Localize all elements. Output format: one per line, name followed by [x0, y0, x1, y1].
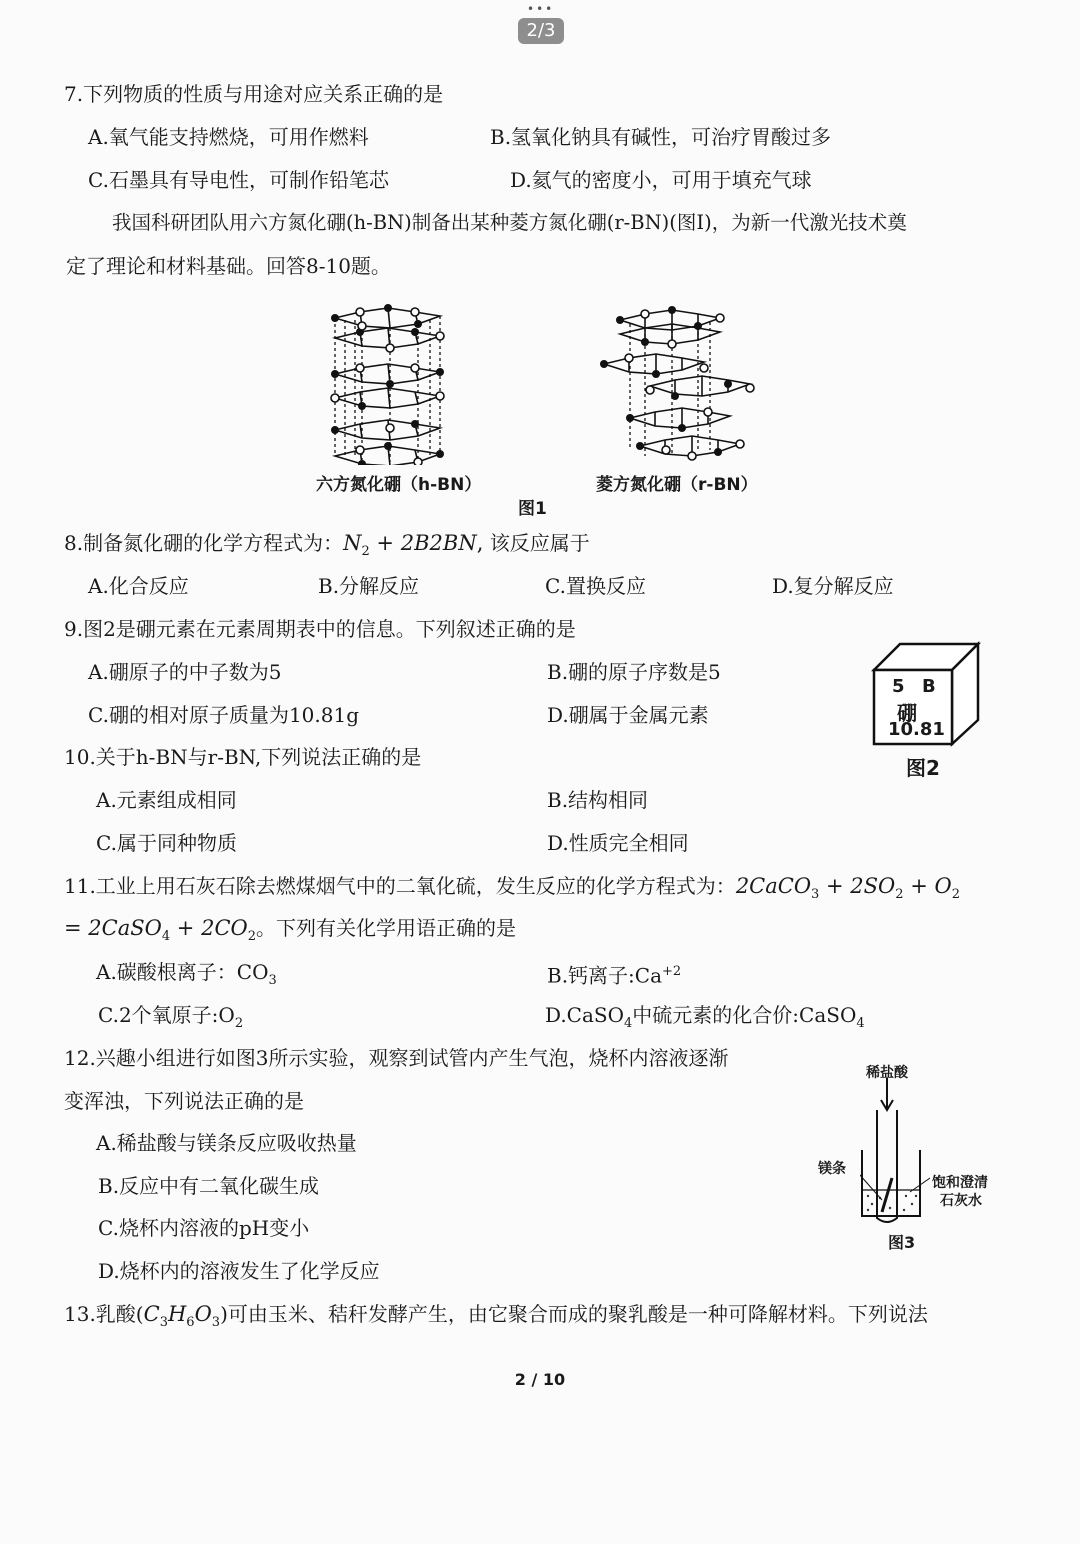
viewer-dots[interactable]: ••• [527, 2, 555, 16]
q11-equation-part-1: 2CaCO$_3$ + $2SO_2 + O_2$ [735, 874, 960, 903]
q12-option-b: B.反应中有二氧化碳生成 [98, 1174, 320, 1198]
h-bn-structure [331, 304, 444, 465]
q10-stem: 10.关于h-BN与r-BN,下列说法正确的是 [64, 745, 422, 769]
intro-line-2: 定了理论和材料基础。回答8-10题。 [66, 254, 391, 278]
q9-option-b: B.硼的原子序数是5 [547, 660, 721, 684]
figure-3-apparatus [860, 1078, 930, 1228]
q7-option-a: A.氧气能支持燃烧，可用作燃料 [88, 125, 369, 149]
q11-stem-prefix: 11.工业上用石灰石除去燃煤烟气中的二氧化硫，发生反应的化学方程式为： [64, 874, 736, 898]
figure-1-crystal-structures [300, 290, 780, 465]
q8-option-c: C.置换反应 [545, 574, 646, 598]
boron-name: 硼 [897, 701, 917, 725]
q8-stem [64, 529, 590, 566]
fig3-lime-label-1: 饱和澄清 [932, 1175, 988, 1191]
boron-symbol: B [922, 676, 936, 697]
q9-option-a: A.硼原子的中子数为5 [88, 660, 282, 684]
q11-option-b: B.钙离子$:Ca^{+2}$ [547, 963, 682, 988]
fig3-lime-label-2: 石灰水 [940, 1193, 982, 1209]
q11-stem-line-2 [64, 914, 516, 951]
q11-option-c: C.2个氧原子$:O_2$ [98, 1003, 244, 1031]
fig1-left-caption: 六方氮化硼（h-BN） [316, 475, 482, 495]
q7-option-b: B.氢氧化钠具有碱性，可治疗胃酸过多 [490, 125, 832, 149]
q12-option-c: C.烧杯内溶液的pH变小 [98, 1216, 310, 1240]
r-bn-structure [600, 306, 754, 460]
fig3-mg-label: 镁条 [818, 1161, 846, 1177]
q11-equation-part-2: = 2CaSO$_4$ + $2CO_2$ [64, 916, 257, 945]
q10-option-c: C.属于同种物质 [96, 831, 237, 855]
q9-option-d: D.硼属于金属元素 [547, 703, 709, 727]
page-number: 2 / 10 [514, 1370, 566, 1389]
fig1-title: 图1 [518, 499, 547, 519]
q11-option-d: D.CaSO$_4$中硫元素的化合价:CaSO$_4$ [545, 1003, 865, 1031]
q9-stem: 9.图2是硼元素在元素周期表中的信息。下列叙述正确的是 [64, 617, 576, 641]
q9-option-c: C.硼的相对原子质量为10.81g [88, 703, 360, 727]
fig2-title: 图2 [906, 756, 940, 780]
q10-option-d: D.性质完全相同 [547, 831, 689, 855]
boron-atomic-number: 5 [892, 676, 905, 697]
q7-option-d: D.氦气的密度小，可用于填充气球 [510, 168, 812, 192]
fig3-title: 图3 [888, 1233, 916, 1252]
q8-option-b: B.分解反应 [318, 574, 420, 598]
q13-stem: 13.乳酸$(C_3H_6O_3)$可由玉米、秸秆发酵产生，由它聚合而成的聚乳酸是一种可降解材料。下列说法 [64, 1302, 928, 1331]
q7-option-c: C.石墨具有导电性，可制作铅笔芯 [88, 168, 389, 192]
q8-equation: $N_2 + 2B2BN$, [343, 531, 484, 560]
q10-option-a: A.元素组成相同 [96, 788, 237, 812]
q11-stem-suffix: 。下列有关化学用语正确的是 [256, 916, 517, 940]
q12-option-d: D.烧杯内的溶液发生了化学反应 [98, 1259, 380, 1283]
q8-stem-prefix: 8.制备氮化硼的化学方程式为： [64, 531, 344, 555]
fig3-acid-label: 稀盐酸 [866, 1065, 908, 1081]
q7-stem: 7.下列物质的性质与用途对应关系正确的是 [64, 82, 444, 106]
q11-stem-line-1 [64, 872, 960, 909]
q8-stem-suffix: 该反应属于 [489, 531, 590, 555]
q11-option-a: A.碳酸根离子：$CO_3$ [96, 960, 277, 988]
q12-option-a: A.稀盐酸与镁条反应吸收热量 [96, 1131, 357, 1155]
q8-option-a: A.化合反应 [88, 574, 189, 598]
fig1-right-caption: 菱方氮化硼（r-BN） [596, 475, 758, 495]
page-indicator: 2/3 [518, 18, 564, 44]
q10-option-b: B.结构相同 [547, 788, 649, 812]
q8-option-d: D.复分解反应 [772, 574, 894, 598]
intro-line-1: 我国科研团队用六方氮化硼(h-BN)制备出某种菱方氮化硼(r-BN)(图Ⅰ)，为新一代激光技术奠 [112, 211, 907, 234]
q12-stem-line-2: 变浑浊，下列说法正确的是 [64, 1089, 304, 1113]
q12-stem-line-1: 12.兴趣小组进行如图3所示实验，观察到试管内产生气泡，烧杯内溶液逐渐 [64, 1046, 729, 1070]
boron-mass: 10.81 [888, 719, 945, 740]
